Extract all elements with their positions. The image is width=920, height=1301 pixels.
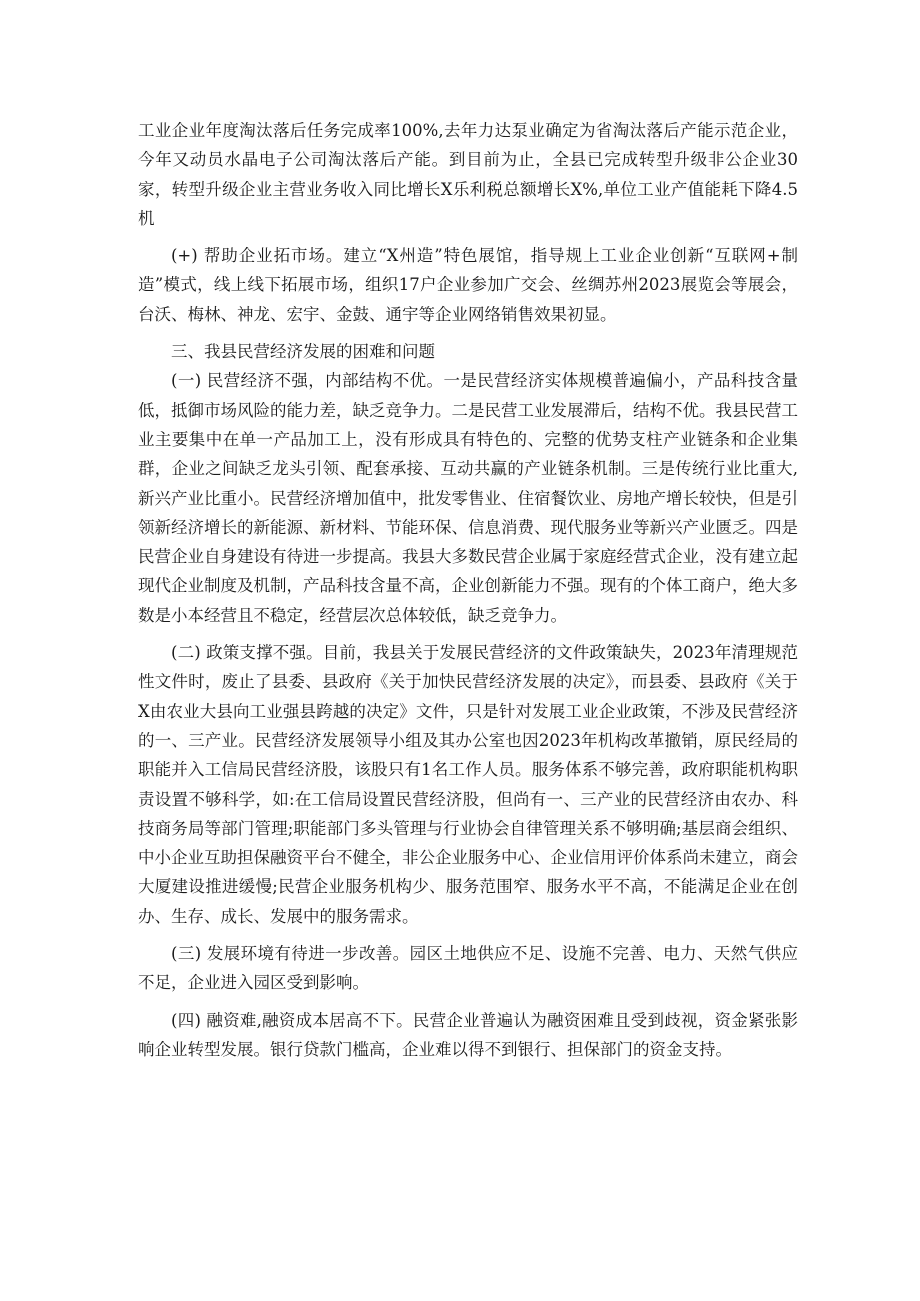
paragraph-market-expansion: (+) 帮助企业拓市场。建立“X州造”特色展馆，指导规上工业企业创新“互联网+制造”模式，线上线下拓展市场，组织17户企业参加广交会、丝绸苏州2023展览会等展会，台沃、梅林、神龙、宏宇、金鼓、通宇等企业网络销售效果初显。 <box>138 246 798 324</box>
paragraph-elimination-results: 工业企业年度淘汰落后任务完成率100%,去年力达泵业确定为省淘汰落后产能示范企业，今年又动员水晶电子公司淘汰落后产能。到目前为止，全县已完成转型升级非公企业30家，转型升级企业主营业务收入同比增长X乐利税总额增长X%,单位工业产值能耗下降4.5机 <box>138 121 798 228</box>
paragraph-policy-support: (二) 政策支撑不强。目前，我县关于发展民营经济的文件政策缺失，2023年清理规范性文件时，废止了县委、县政府《关于加快民营经济发展的决定》，而县委、县政府《关于X由农业大县向工业强县跨越的决定》文件，只是针对发展工业企业政策，不涉及民营经济的一、三产业。民营经济发展领导小组及其办公室也因2023年机构改革撤销，原民经局的职能并入工信局民营经济股，该股只有1名工作人员。服务体系不够完善，政府职能机构职责设置不够科学，如:在工信局设置民营经济股，但尚有一、三产业的民营经济由农办、科技商务局等部门管理;职能部门多头管理与行业协会自律管理关系不够明确;基层商会组织、中小企业互助担保融资平台不健全，非公企业服务中心、企业信用评价体系尚未建立，商会大厦建设推进缓慢;民营企业服务机构少、服务范围窄、服务水平不高，不能满足企业在创办、生存、成长、发展中的服务需求。 <box>138 643 798 926</box>
paragraph-financing: (四) 融资难,融资成本居高不下。民营企业普遍认为融资困难且受到歧视，资金紧张影响企业转型发展。银行贷款门槛高，企业难以得不到银行、担保部门的资金支持。 <box>138 1010 798 1059</box>
paragraph-economy-weak: (一) 民营经济不强，内部结构不优。一是民营经济实体规模普遍偏小，产品科技含量低，抵御市场风险的能力差，缺乏竞争力。二是民营工业发展滞后，结构不优。我县民营工业主要集中在单一产品加工上，没有形成具有特色的、完整的优势支柱产业链条和企业集群，企业之间缺乏龙头引领、配套承接、互动共赢的产业链条机制。三是传统行业比重大,新兴产业比重小。民营经济增加值中，批发零售业、住宿餐饮业、房地产增长较快，但是引领新经济增长的新能源、新材料、节能环保、信息消费、现代服务业等新兴产业匮乏。四是民营企业自身建设有待进一步提高。我县大多数民营企业属于家庭经营式企业，没有建立起现代企业制度及机制，产品科技含量不高，企业创新能力不强。现有的个体工商户，绝大多数是小本经营且不稳定，经营层次总体较低，缺乏竞争力。 <box>138 371 798 625</box>
document-body <box>138 116 798 1064</box>
paragraph-environment: (三) 发展环境有待进一步改善。园区土地供应不足、设施不完善、电力、天然气供应不足，企业进入园区受到影响。 <box>138 944 798 993</box>
section-heading-difficulties: 三、我县民营经济发展的困难和问题 <box>171 342 435 362</box>
